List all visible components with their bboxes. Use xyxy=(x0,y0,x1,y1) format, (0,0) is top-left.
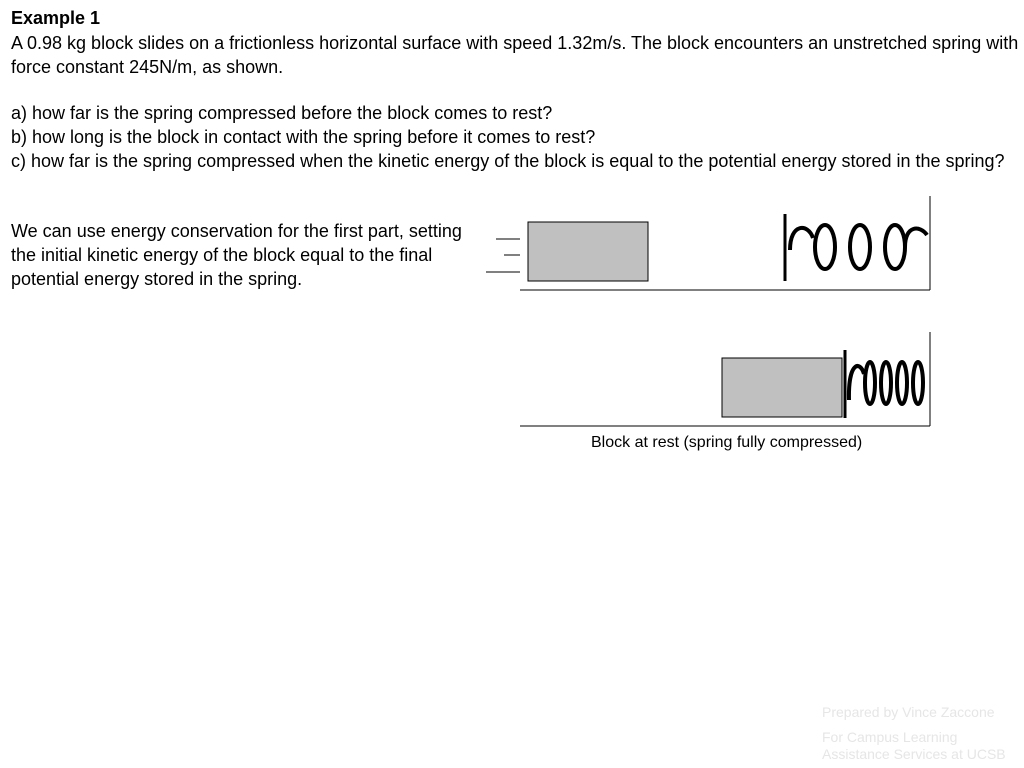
slide-title: Example 1 xyxy=(11,8,101,28)
block-spring-diagram xyxy=(480,190,950,470)
explanation-text: We can use energy conservation for the first part, setting the initial kinetic energy of the block equal to the final potential energy stored in the spring. xyxy=(11,221,462,289)
question-list xyxy=(11,101,1021,173)
initial-scene xyxy=(486,196,930,290)
question-b: b) how long is the block in contact with the spring before it comes to rest? xyxy=(11,127,596,147)
question-c: c) how far is the spring compressed when the kinetic energy of the block is equal to the potential energy stored in the spring? xyxy=(11,151,1005,171)
diagram-caption: Block at rest (spring fully compressed) xyxy=(591,434,863,451)
sliding-block xyxy=(528,222,648,281)
resting-block xyxy=(722,358,842,417)
spring-coils-uncompressed xyxy=(790,225,927,269)
problem-statement: A 0.98 kg block slides on a frictionless horizontal surface with speed 1.32m/s. The block encounters an unstretched spring with force constant 245N/m, as shown. xyxy=(11,33,1019,77)
footer-prepared-by: Prepared by Vince Zaccone xyxy=(822,704,995,720)
footer-organization: For Campus Learning Assistance Services at UCSB xyxy=(822,729,1006,762)
compressed-scene xyxy=(520,332,930,426)
question-a: a) how far is the spring compressed before the block comes to rest? xyxy=(11,103,553,123)
spring-coils-compressed xyxy=(849,362,923,404)
